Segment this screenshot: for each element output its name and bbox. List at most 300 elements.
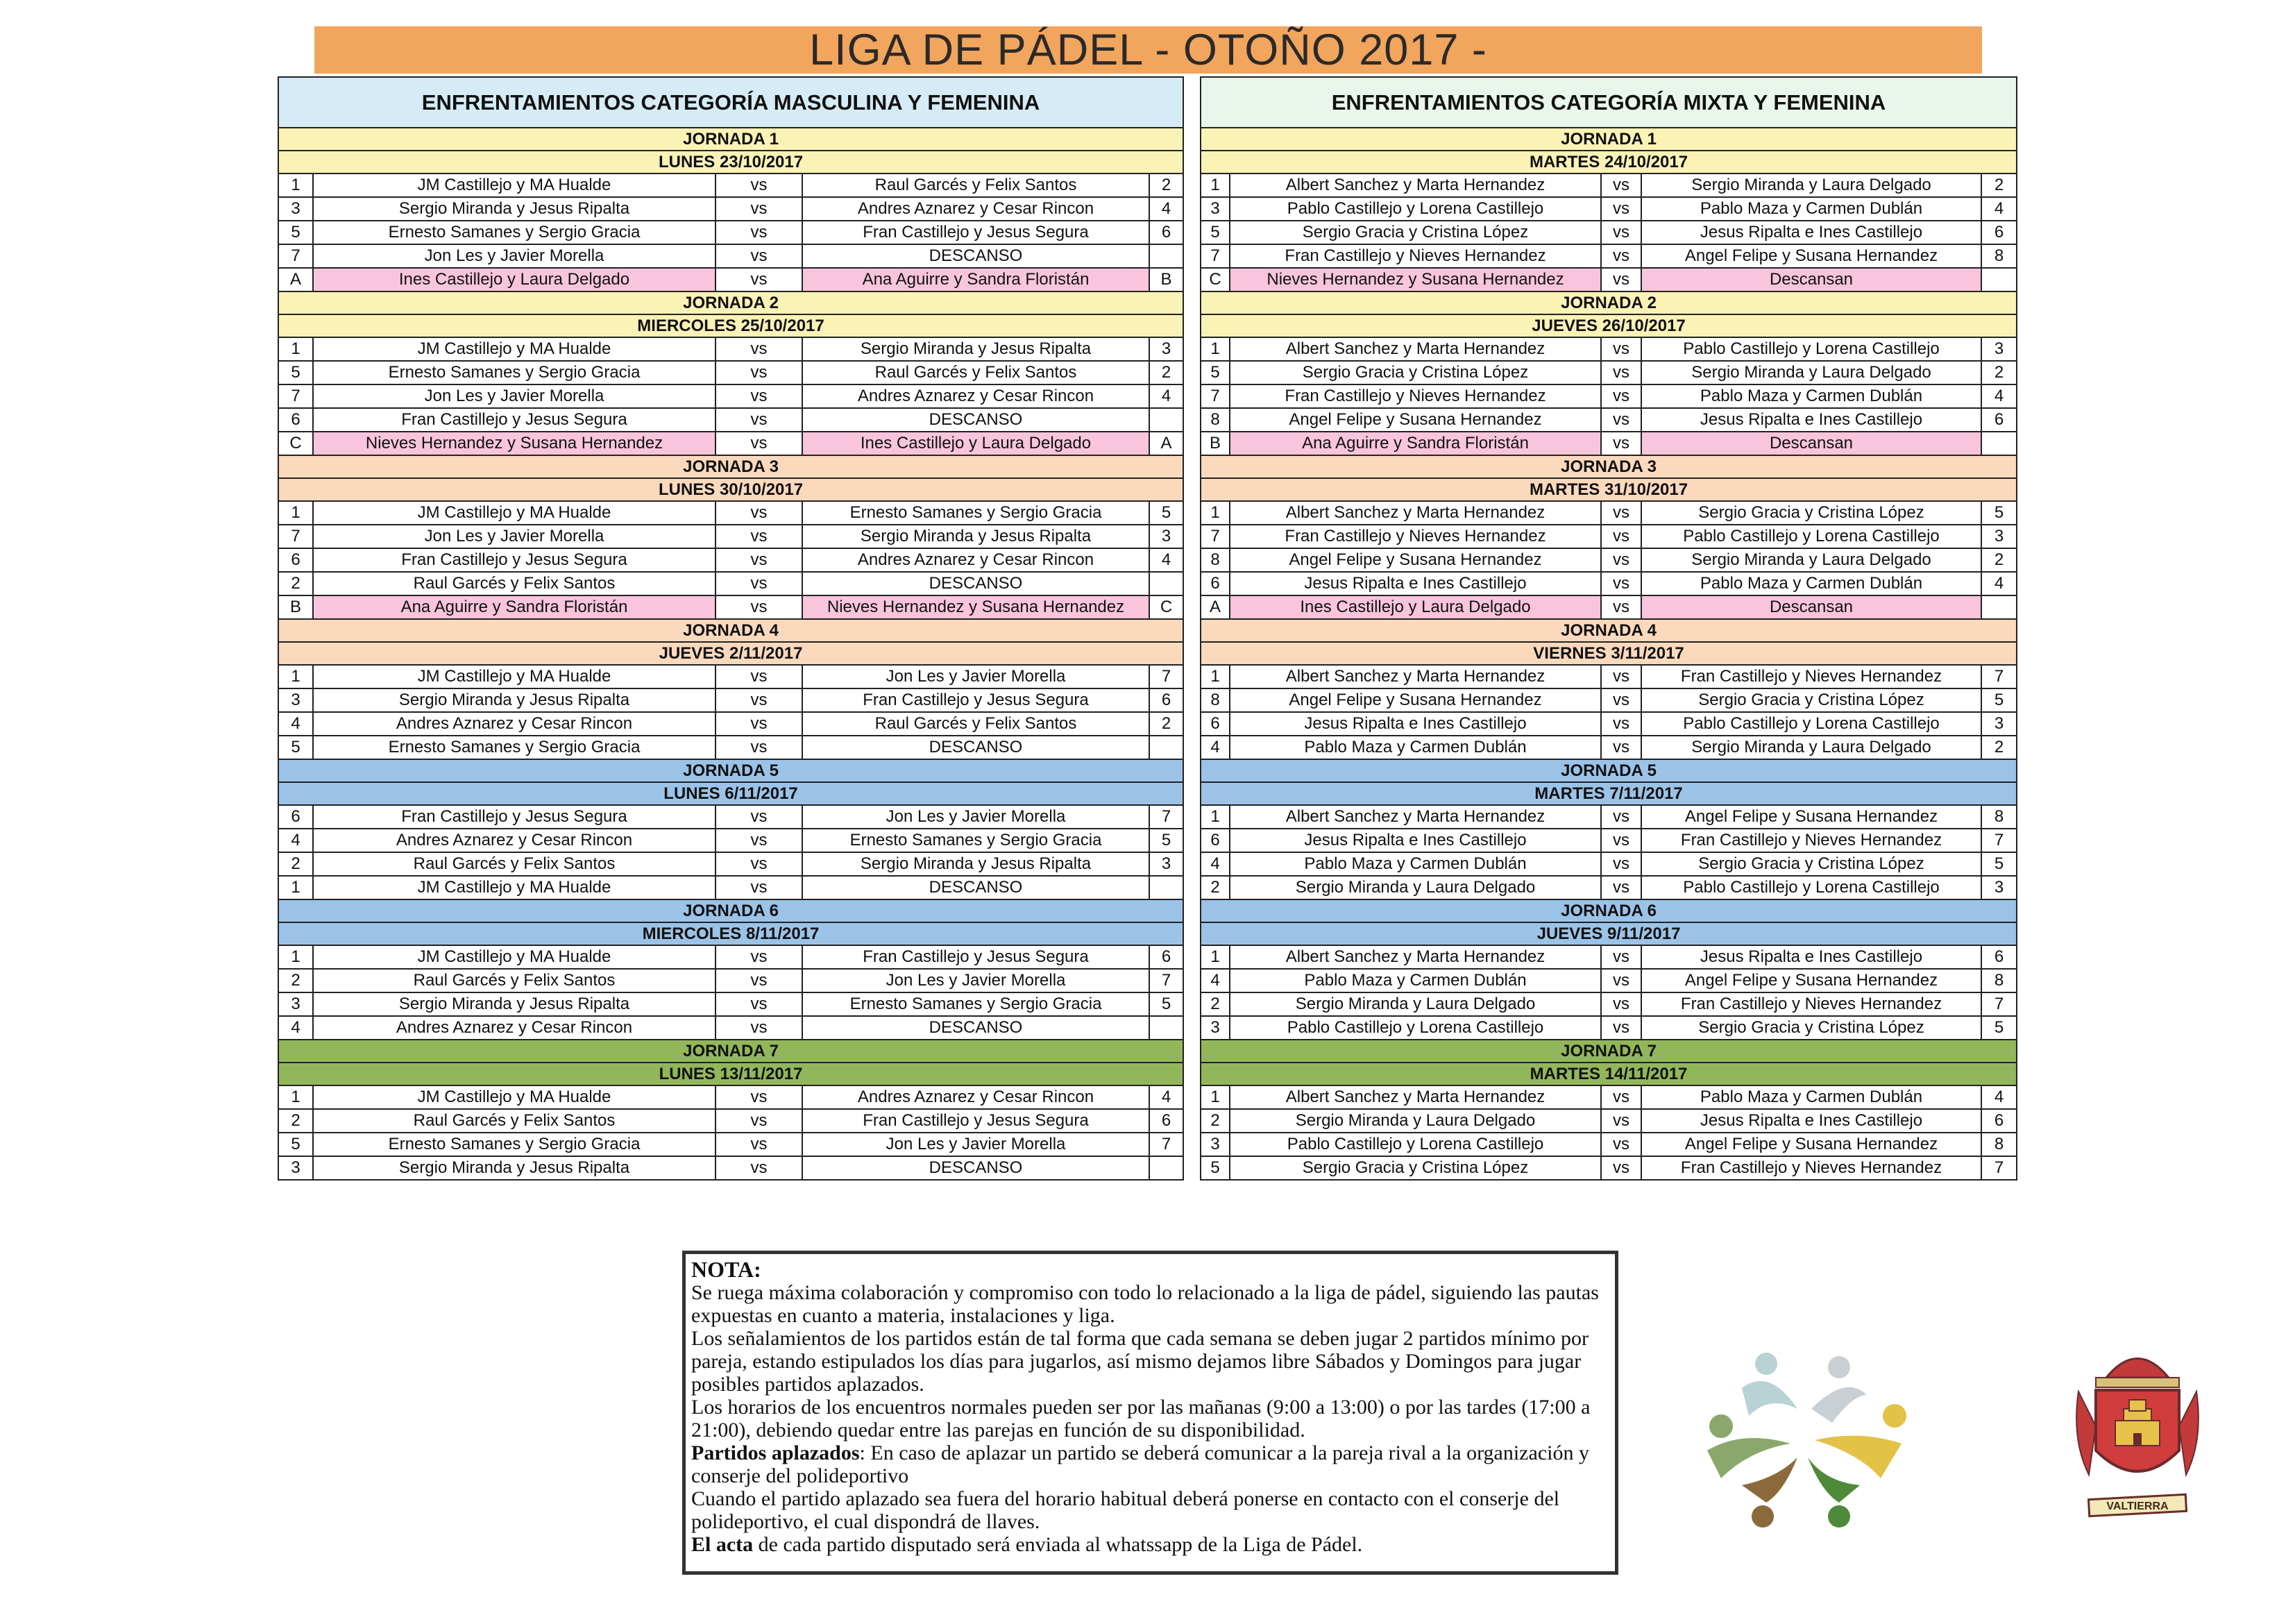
pair-number-home: 7	[278, 525, 313, 548]
pair-away: Jon Les y Javier Morella	[802, 1133, 1149, 1156]
vs-label: vs	[715, 992, 802, 1016]
match-row	[278, 244, 1183, 268]
vs-label: vs	[715, 1156, 802, 1180]
vs-label: vs	[1601, 361, 1641, 384]
match-row	[278, 595, 1183, 619]
nota-aplazados-label: Partidos aplazados	[691, 1441, 860, 1464]
pair-number-away: 6	[1149, 945, 1183, 969]
pair-home: Andres Aznarez y Cesar Rincon	[313, 1016, 715, 1040]
nota-paragraph-1: Se ruega máxima colaboración y compromiso con todo lo relacionado a la liga de pádel, siguiendo las pautas expuestas en cuanto a materia, instalaciones y liga.	[691, 1281, 1599, 1327]
pair-home: Fran Castillejo y Nieves Hernandez	[1230, 244, 1601, 268]
jornada-date-row	[1201, 782, 2017, 805]
pair-home: Fran Castillejo y Jesus Segura	[313, 408, 715, 432]
jornada-date-row	[278, 314, 1183, 337]
pair-away: Jon Les y Javier Morella	[802, 969, 1149, 992]
pair-home: Raul Garcés y Felix Santos	[313, 969, 715, 992]
pair-number-away	[1149, 736, 1183, 759]
pair-number-away: 3	[1981, 876, 2017, 899]
pair-number-away: 7	[1149, 665, 1183, 688]
pair-number-away: 6	[1149, 221, 1183, 244]
pair-away: DESCANSO	[802, 572, 1149, 595]
match-row	[1201, 221, 2017, 244]
pair-number-away: 4	[1149, 1085, 1183, 1109]
vs-label: vs	[715, 712, 802, 736]
pair-home: Sergio Gracia y Cristina López	[1230, 361, 1601, 384]
pair-home: Fran Castillejo y Jesus Segura	[313, 805, 715, 829]
pair-number-home: 4	[1201, 852, 1230, 876]
pair-away: Fran Castillejo y Nieves Hernandez	[1641, 829, 1981, 852]
pair-home: Sergio Miranda y Laura Delgado	[1230, 992, 1601, 1016]
match-row	[1201, 361, 2017, 384]
match-row	[278, 501, 1183, 525]
pair-number-away: 4	[1981, 572, 2017, 595]
pair-number-home: 1	[278, 876, 313, 899]
jornada-title: JORNADA 7	[1201, 1040, 2017, 1063]
vs-label: vs	[715, 197, 802, 221]
pair-away: Pablo Castillejo y Lorena Castillejo	[1641, 337, 1981, 361]
pair-home: JM Castillejo y MA Hualde	[313, 945, 715, 969]
pair-number-away: 3	[1149, 525, 1183, 548]
pair-number-away	[1149, 244, 1183, 268]
pair-away: Descansan	[1641, 595, 1981, 619]
pair-away: Pablo Maza y Carmen Dublán	[1641, 197, 1981, 221]
pair-number-home: 8	[1201, 548, 1230, 572]
jornada-date-row	[278, 922, 1183, 945]
vs-label: vs	[1601, 1085, 1641, 1109]
pair-number-away: 2	[1149, 712, 1183, 736]
page-title: LIGA DE PÁDEL - OTOÑO 2017 -	[809, 26, 1487, 74]
pair-number-away: 3	[1981, 337, 2017, 361]
pair-number-home: 6	[278, 548, 313, 572]
pair-home: Fran Castillejo y Nieves Hernandez	[1230, 384, 1601, 408]
match-row	[278, 852, 1183, 876]
pair-number-home: 7	[278, 384, 313, 408]
jornada-date: JUEVES 26/10/2017	[1201, 314, 2017, 337]
match-row	[1201, 1109, 2017, 1133]
vs-label: vs	[715, 337, 802, 361]
pair-home: Ines Castillejo y Laura Delgado	[1230, 595, 1601, 619]
nota-label: NOTA:	[691, 1257, 761, 1282]
pair-number-home: 3	[1201, 197, 1230, 221]
jornada-title: JORNADA 2	[1201, 291, 2017, 314]
pair-number-away: 6	[1149, 688, 1183, 712]
vs-label: vs	[1601, 244, 1641, 268]
pair-home: Ernesto Samanes y Sergio Gracia	[313, 221, 715, 244]
pair-number-home: B	[278, 595, 313, 619]
pair-home: Angel Felipe y Susana Hernandez	[1230, 688, 1601, 712]
pair-number-away: 2	[1149, 361, 1183, 384]
pair-number-home: 1	[1201, 1085, 1230, 1109]
jornada-title: JORNADA 5	[278, 759, 1183, 782]
pair-number-away: 5	[1981, 852, 2017, 876]
pair-number-home: 2	[278, 572, 313, 595]
pair-away: Angel Felipe y Susana Hernandez	[1641, 805, 1981, 829]
pair-home: Ana Aguirre y Sandra Floristán	[1230, 432, 1601, 455]
pair-away: Sergio Miranda y Jesus Ripalta	[802, 525, 1149, 548]
pair-away: Angel Felipe y Susana Hernandez	[1641, 244, 1981, 268]
jornada-title: JORNADA 1	[1201, 128, 2017, 151]
nota-paragraph-6	[691, 1533, 1609, 1556]
match-row	[278, 665, 1183, 688]
pair-home: JM Castillejo y MA Hualde	[313, 174, 715, 197]
pair-home: Sergio Miranda y Jesus Ripalta	[313, 992, 715, 1016]
match-row	[278, 1016, 1183, 1040]
nota-acta-label: El acta	[691, 1533, 754, 1556]
jornada-date: MARTES 24/10/2017	[1201, 151, 2017, 174]
match-row	[1201, 876, 2017, 899]
vs-label: vs	[715, 805, 802, 829]
jornada-date-row	[278, 478, 1183, 501]
jornada-title-row	[1201, 759, 2017, 782]
pair-number-away: 5	[1149, 829, 1183, 852]
pair-home: Angel Felipe y Susana Hernandez	[1230, 408, 1601, 432]
pair-home: Sergio Miranda y Jesus Ripalta	[313, 688, 715, 712]
pair-number-away: 5	[1149, 501, 1183, 525]
pair-number-home: C	[1201, 268, 1230, 291]
match-row	[1201, 408, 2017, 432]
match-row	[1201, 572, 2017, 595]
pair-home: Angel Felipe y Susana Hernandez	[1230, 548, 1601, 572]
vs-label: vs	[1601, 805, 1641, 829]
pair-number-home: 6	[278, 805, 313, 829]
pair-number-home: 2	[1201, 876, 1230, 899]
pair-away: Sergio Miranda y Laura Delgado	[1641, 736, 1981, 759]
match-row	[278, 361, 1183, 384]
pair-number-home: 4	[1201, 969, 1230, 992]
match-row	[278, 992, 1183, 1016]
pair-number-home: 1	[278, 501, 313, 525]
match-row	[278, 548, 1183, 572]
pair-number-away: 2	[1149, 174, 1183, 197]
vs-label: vs	[715, 548, 802, 572]
match-row	[1201, 1085, 2017, 1109]
pair-away: DESCANSO	[802, 876, 1149, 899]
jornada-title-row	[1201, 455, 2017, 478]
vs-label: vs	[1601, 548, 1641, 572]
pair-number-away	[1149, 1156, 1183, 1180]
match-row	[278, 1133, 1183, 1156]
match-row	[278, 688, 1183, 712]
jornada-date: LUNES 13/11/2017	[278, 1063, 1183, 1085]
vs-label: vs	[1601, 945, 1641, 969]
jornada-title-row	[1201, 1040, 2017, 1063]
jornada-title-row	[1201, 899, 2017, 922]
jornada-date-row	[1201, 314, 2017, 337]
pair-number-home: 2	[278, 969, 313, 992]
pair-away: Sergio Miranda y Laura Delgado	[1641, 548, 1981, 572]
pair-away: DESCANSO	[802, 1156, 1149, 1180]
pair-home: Sergio Miranda y Jesus Ripalta	[313, 1156, 715, 1180]
vs-label: vs	[715, 432, 802, 455]
page-title-bar	[314, 26, 1982, 74]
pair-away: Pablo Maza y Carmen Dublán	[1641, 572, 1981, 595]
pair-number-home: 6	[1201, 829, 1230, 852]
pair-number-home: 4	[278, 1016, 313, 1040]
pair-number-away: 2	[1981, 736, 2017, 759]
jornada-title: JORNADA 6	[278, 899, 1183, 922]
pair-number-away: 6	[1981, 408, 2017, 432]
jornada-date: MARTES 14/11/2017	[1201, 1063, 2017, 1085]
pair-home: Fran Castillejo y Jesus Segura	[313, 548, 715, 572]
pair-home: Sergio Miranda y Jesus Ripalta	[313, 197, 715, 221]
pair-away: Sergio Miranda y Laura Delgado	[1641, 361, 1981, 384]
pair-away: Descansan	[1641, 268, 1981, 291]
match-row	[278, 384, 1183, 408]
pair-number-away: 3	[1981, 525, 2017, 548]
vs-label: vs	[715, 268, 802, 291]
pair-number-home: 5	[1201, 361, 1230, 384]
pair-number-away: 3	[1149, 337, 1183, 361]
pair-number-home: 5	[278, 361, 313, 384]
pair-number-home: 1	[1201, 174, 1230, 197]
vs-label: vs	[1601, 665, 1641, 688]
vs-label: vs	[1601, 595, 1641, 619]
vs-label: vs	[715, 1109, 802, 1133]
pair-away: DESCANSO	[802, 244, 1149, 268]
pair-home: Jon Les y Javier Morella	[313, 525, 715, 548]
pair-away: DESCANSO	[802, 736, 1149, 759]
pair-number-away	[1149, 408, 1183, 432]
pair-number-away: 8	[1981, 244, 2017, 268]
pair-number-home: 7	[1201, 384, 1230, 408]
pair-number-home: B	[1201, 432, 1230, 455]
match-row	[278, 1156, 1183, 1180]
match-row	[278, 1085, 1183, 1109]
panel-header-row	[1201, 77, 2017, 128]
pair-number-away: A	[1149, 432, 1183, 455]
pair-home: Ana Aguirre y Sandra Floristán	[313, 595, 715, 619]
nota-paragraph-3: Los horarios de los encuentros normales pueden ser por las mañanas (9:00 a 13:00) o por las tardes (17:00 a 21:00), debiendo quedar entre las parejas en función de su disponibilidad.	[691, 1396, 1591, 1441]
pair-away: Jon Les y Javier Morella	[802, 805, 1149, 829]
pair-home: Ernesto Samanes y Sergio Gracia	[313, 361, 715, 384]
vs-label: vs	[1601, 1156, 1641, 1180]
pair-away: Fran Castillejo y Nieves Hernandez	[1641, 665, 1981, 688]
pair-home: Raul Garcés y Felix Santos	[313, 1109, 715, 1133]
pair-number-away: 7	[1981, 665, 2017, 688]
pair-number-home: 1	[1201, 945, 1230, 969]
pair-number-home: 3	[1201, 1016, 1230, 1040]
pair-home: Sergio Gracia y Cristina López	[1230, 1156, 1601, 1180]
pair-home: Albert Sanchez y Marta Hernandez	[1230, 805, 1601, 829]
nota-paragraph-4	[691, 1441, 1609, 1487]
pair-away: Andres Aznarez y Cesar Rincon	[802, 548, 1149, 572]
pair-away: Sergio Gracia y Cristina López	[1641, 688, 1981, 712]
pair-away: Ana Aguirre y Sandra Floristán	[802, 268, 1149, 291]
pair-number-away	[1981, 595, 2017, 619]
pair-away: Fran Castillejo y Jesus Segura	[802, 221, 1149, 244]
pair-number-home: 3	[278, 992, 313, 1016]
pair-number-home: 5	[278, 1133, 313, 1156]
pair-number-away: 3	[1981, 712, 2017, 736]
pair-number-away: 5	[1149, 992, 1183, 1016]
pair-number-home: 3	[278, 197, 313, 221]
pair-away: Ernesto Samanes y Sergio Gracia	[802, 829, 1149, 852]
nota-acta-text: de cada partido disputado será enviada al whatssapp de la Liga de Pádel.	[753, 1533, 1363, 1556]
pair-home: Pablo Castillejo y Lorena Castillejo	[1230, 1016, 1601, 1040]
pair-number-home: 6	[1201, 712, 1230, 736]
pair-number-home: 3	[1201, 1133, 1230, 1156]
pair-away: Sergio Gracia y Cristina López	[1641, 1016, 1981, 1040]
pair-home: Raul Garcés y Felix Santos	[313, 852, 715, 876]
pair-home: Pablo Maza y Carmen Dublán	[1230, 969, 1601, 992]
pair-away: Jesus Ripalta e Ines Castillejo	[1641, 408, 1981, 432]
pair-home: JM Castillejo y MA Hualde	[313, 665, 715, 688]
pair-away: Fran Castillejo y Nieves Hernandez	[1641, 992, 1981, 1016]
vs-label: vs	[715, 595, 802, 619]
pair-number-away: 8	[1981, 1133, 2017, 1156]
pair-home: JM Castillejo y MA Hualde	[313, 337, 715, 361]
pair-number-away: 7	[1981, 992, 2017, 1016]
pair-number-away	[1981, 268, 2017, 291]
jornada-title-row	[278, 455, 1183, 478]
match-row	[1201, 1133, 2017, 1156]
match-row	[1201, 736, 2017, 759]
jornada-title: JORNADA 3	[278, 455, 1183, 478]
pair-number-away: 5	[1981, 501, 2017, 525]
pair-home: Albert Sanchez y Marta Hernandez	[1230, 665, 1601, 688]
pair-number-away: 4	[1149, 548, 1183, 572]
jornada-title-row	[1201, 291, 2017, 314]
match-row	[278, 572, 1183, 595]
vs-label: vs	[715, 1085, 802, 1109]
pair-home: Albert Sanchez y Marta Hernandez	[1230, 337, 1601, 361]
pair-away: Pablo Maza y Carmen Dublán	[1641, 1085, 1981, 1109]
vs-label: vs	[1601, 197, 1641, 221]
pair-number-away: 5	[1981, 1016, 2017, 1040]
pair-number-home: 3	[278, 688, 313, 712]
pair-away: Sergio Gracia y Cristina López	[1641, 501, 1981, 525]
community-people-logo-icon	[1693, 1339, 1915, 1534]
pair-number-away: 6	[1981, 221, 2017, 244]
pair-number-home: 1	[278, 174, 313, 197]
match-row	[1201, 501, 2017, 525]
pair-number-home: 1	[278, 945, 313, 969]
jornada-date: LUNES 6/11/2017	[278, 782, 1183, 805]
pair-number-home: 2	[278, 852, 313, 876]
vs-label: vs	[715, 384, 802, 408]
pair-number-home: 3	[278, 1156, 313, 1180]
pair-number-home: 5	[1201, 1156, 1230, 1180]
match-row	[278, 969, 1183, 992]
jornada-title-row	[278, 899, 1183, 922]
vs-label: vs	[1601, 712, 1641, 736]
pair-number-home: 4	[278, 712, 313, 736]
vs-label: vs	[715, 829, 802, 852]
pair-home: JM Castillejo y MA Hualde	[313, 501, 715, 525]
nota-box	[682, 1251, 1618, 1575]
jornada-title-row	[1201, 128, 2017, 151]
vs-label: vs	[1601, 852, 1641, 876]
vs-label: vs	[715, 174, 802, 197]
match-row	[1201, 945, 2017, 969]
panel-masculina-femenina	[278, 76, 1183, 1181]
pair-home: Albert Sanchez y Marta Hernandez	[1230, 174, 1601, 197]
jornada-date: MIERCOLES 8/11/2017	[278, 922, 1183, 945]
match-row	[278, 268, 1183, 291]
pair-number-away	[1149, 876, 1183, 899]
schedule-table-right	[1200, 76, 2017, 1181]
pair-away: Pablo Castillejo y Lorena Castillejo	[1641, 525, 1981, 548]
jornada-title-row	[1201, 619, 2017, 642]
pair-home: Nieves Hernandez y Susana Hernandez	[313, 432, 715, 455]
jornada-title: JORNADA 4	[1201, 619, 2017, 642]
jornada-title: JORNADA 2	[278, 291, 1183, 314]
match-row	[278, 712, 1183, 736]
pair-number-home: 8	[1201, 688, 1230, 712]
pair-number-home: 1	[278, 665, 313, 688]
jornada-title-row	[278, 759, 1183, 782]
pair-home: Pablo Maza y Carmen Dublán	[1230, 852, 1601, 876]
jornada-date-row	[1201, 922, 2017, 945]
nota-paragraph-2: Los señalamientos de los partidos están de tal forma que cada semana se deben jugar 2 partidos mínimo por pareja, estando estipulados los días para jugarlos, así mismo dejamos libre Sábados y Domingos para jugar posibles partidos aplazados.	[691, 1327, 1589, 1396]
pair-number-home: 5	[278, 736, 313, 759]
pair-number-home: 4	[1201, 736, 1230, 759]
pair-home: Jon Les y Javier Morella	[313, 384, 715, 408]
vs-label: vs	[715, 852, 802, 876]
vs-label: vs	[1601, 829, 1641, 852]
pair-number-home: 1	[278, 337, 313, 361]
vs-label: vs	[1601, 501, 1641, 525]
pair-number-home: 6	[1201, 572, 1230, 595]
match-row	[278, 829, 1183, 852]
pair-number-home: 1	[1201, 337, 1230, 361]
vs-label: vs	[715, 244, 802, 268]
pair-number-home: 7	[1201, 244, 1230, 268]
pair-away: Ines Castillejo y Laura Delgado	[802, 432, 1149, 455]
pair-away: Fran Castillejo y Nieves Hernandez	[1641, 1156, 1981, 1180]
pair-number-away: 4	[1981, 384, 2017, 408]
match-row	[1201, 1016, 2017, 1040]
pair-number-home: 4	[278, 829, 313, 852]
vs-label: vs	[715, 572, 802, 595]
pair-number-away: 8	[1981, 969, 2017, 992]
jornada-date-row	[1201, 1063, 2017, 1085]
match-row	[278, 432, 1183, 455]
vs-label: vs	[1601, 736, 1641, 759]
jornada-date-row	[278, 1063, 1183, 1085]
pair-away: Angel Felipe y Susana Hernandez	[1641, 1133, 1981, 1156]
match-row	[278, 197, 1183, 221]
pair-number-home: 5	[278, 221, 313, 244]
match-row	[1201, 244, 2017, 268]
pair-number-away	[1981, 432, 2017, 455]
pair-number-away: 6	[1981, 945, 2017, 969]
match-row	[278, 876, 1183, 899]
match-row	[1201, 174, 2017, 197]
pair-away: Ernesto Samanes y Sergio Gracia	[802, 501, 1149, 525]
pair-number-home: A	[1201, 595, 1230, 619]
vs-label: vs	[715, 969, 802, 992]
pair-number-away	[1149, 1016, 1183, 1040]
vs-label: vs	[1601, 876, 1641, 899]
pair-home: Albert Sanchez y Marta Hernandez	[1230, 501, 1601, 525]
pair-away: Fran Castillejo y Jesus Segura	[802, 945, 1149, 969]
match-row	[1201, 1156, 2017, 1180]
panel-header-row	[278, 77, 1183, 128]
jornada-title-row	[278, 619, 1183, 642]
pair-away: Fran Castillejo y Jesus Segura	[802, 1109, 1149, 1133]
pair-number-away: 8	[1981, 805, 2017, 829]
vs-label: vs	[1601, 572, 1641, 595]
pair-away: Jesus Ripalta e Ines Castillejo	[1641, 1109, 1981, 1133]
match-row	[1201, 548, 2017, 572]
pair-number-away: 4	[1981, 197, 2017, 221]
pair-number-away: 4	[1981, 1085, 2017, 1109]
match-row	[1201, 525, 2017, 548]
pair-away: Jon Les y Javier Morella	[802, 665, 1149, 688]
pair-number-away: B	[1149, 268, 1183, 291]
match-row	[1201, 432, 2017, 455]
